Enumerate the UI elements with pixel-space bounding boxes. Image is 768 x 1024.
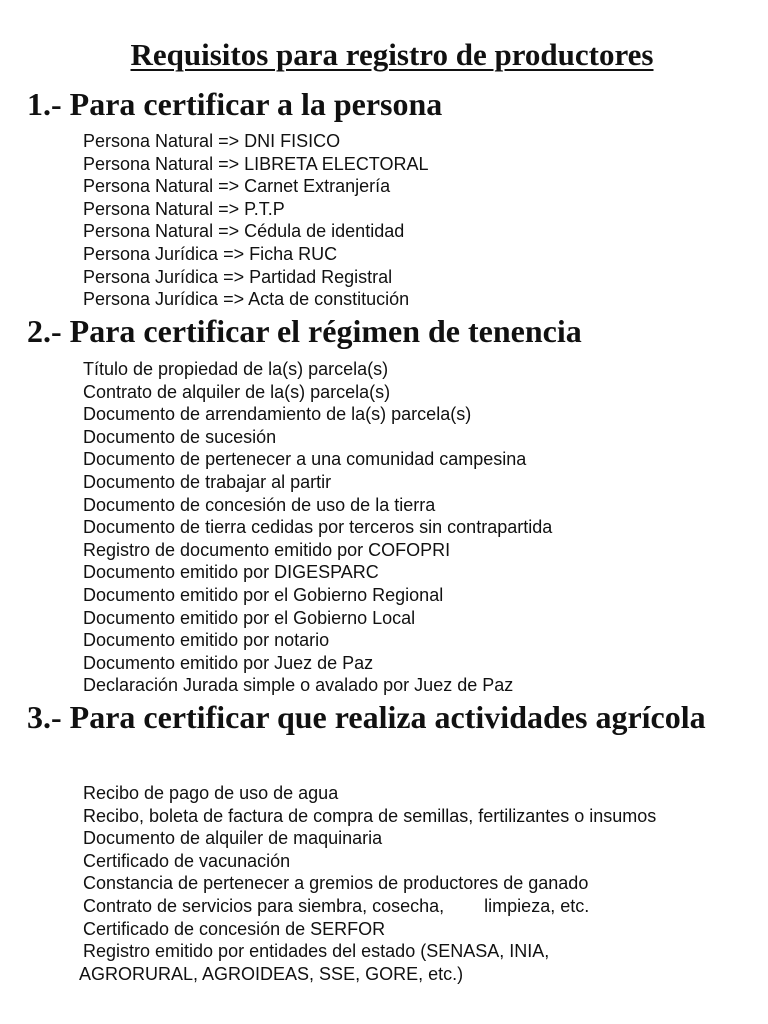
list-item: Persona Natural => Carnet Extranjería <box>83 176 391 197</box>
list-item: Título de propiedad de la(s) parcela(s) <box>83 359 389 379</box>
section-heading-tenencia: 2.- Para certificar el régimen de tenencia <box>27 313 582 349</box>
list-item: Documento de arrendamiento de la(s) parcela(s) <box>83 404 472 425</box>
list-item: Documento emitido por notario <box>83 630 330 651</box>
list-item: Persona Jurídica => Partidad Registral <box>83 266 393 287</box>
list-item: Documento de trabajar al partir <box>83 471 332 492</box>
list-item: Certificado de vacunación <box>83 850 291 871</box>
list-item: Documento de tierra cedidas por terceros sin contrapartida <box>83 517 553 538</box>
list-item: Certificado de concesión de SERFOR <box>83 918 386 939</box>
list-item: Registro de documento emitido por COFOPRI <box>83 539 451 560</box>
requirements-list-persona <box>83 130 763 311</box>
list-item: Persona Natural => P.T.P <box>83 198 285 219</box>
list-item: Documento emitido por DIGESPARC <box>83 562 379 583</box>
list-item: Persona Natural => DNI FISICO <box>83 131 341 151</box>
list-item: Documento de concesión de uso de la tierra <box>83 494 436 515</box>
list-item: Documento emitido por el Gobierno Regional <box>83 584 444 605</box>
list-item: AGRORURAL, AGROIDEAS, SSE, GORE, etc.) <box>79 963 464 984</box>
list-item: Documento emitido por Juez de Paz <box>83 652 374 673</box>
list-item: Persona Natural => LIBRETA ELECTORAL <box>83 153 429 174</box>
list-item: Recibo de pago de uso de agua <box>83 783 339 803</box>
list-item: Registro emitido por entidades del estado (SENASA, INIA, <box>83 941 550 962</box>
list-item: Contrato de alquiler de la(s) parcela(s) <box>83 381 391 402</box>
list-item: Documento emitido por el Gobierno Local <box>83 607 416 628</box>
list-item: Constancia de pertenecer a gremios de productores de ganado <box>83 873 589 894</box>
section-heading-actividades: 3.- Para certificar que realiza actividades agrícola <box>27 699 706 735</box>
list-item: Documento de pertenecer a una comunidad campesina <box>83 449 527 470</box>
section-heading-persona: 1.- Para certificar a la persona <box>27 86 443 122</box>
list-item: Persona Jurídica => Ficha RUC <box>83 243 338 264</box>
list-item: Documento de sucesión <box>83 426 277 447</box>
list-item: Documento de alquiler de maquinaria <box>83 828 383 849</box>
list-item: Declaración Jurada simple o avalado por Juez de Paz <box>83 675 514 696</box>
requirements-list-tenencia <box>83 358 763 697</box>
list-item: Persona Natural => Cédula de identidad <box>83 221 405 242</box>
requirements-list-actividades <box>79 782 763 985</box>
list-item: Persona Jurídica => Acta de constitución <box>83 289 410 310</box>
list-item: Recibo, boleta de factura de compra de semillas, fertilizantes o insumos <box>83 805 657 826</box>
list-item: Contrato de servicios para siembra, cosecha, limpieza, etc. <box>83 895 590 916</box>
document-title: Requisitos para registro de productores <box>130 37 654 72</box>
